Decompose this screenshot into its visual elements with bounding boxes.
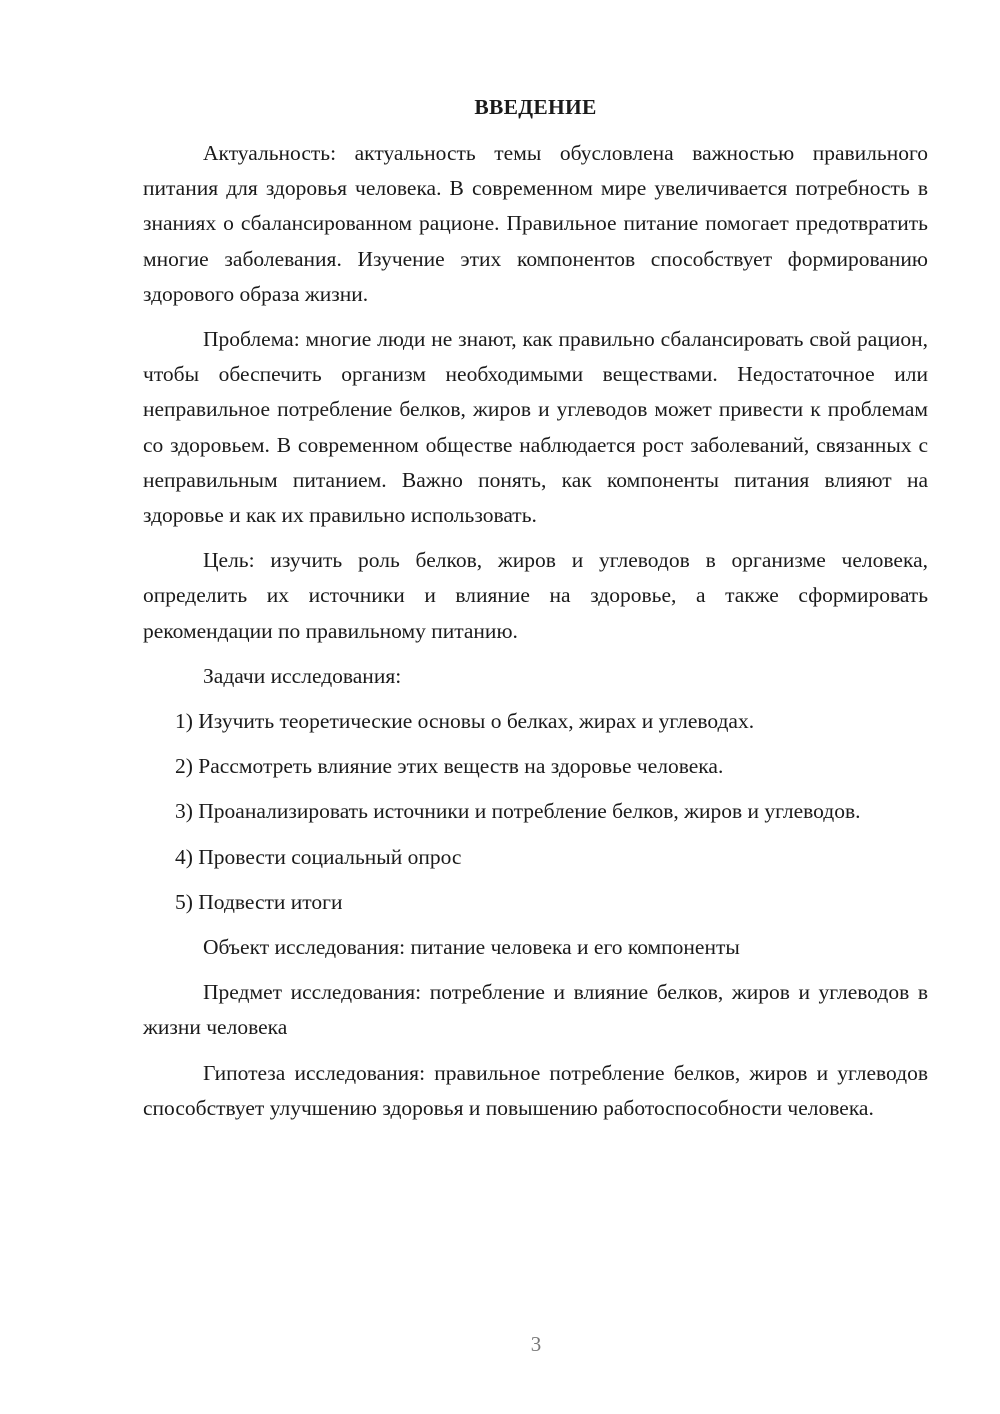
section-title: ВВЕДЕНИЕ (474, 95, 597, 119)
page-content (143, 90, 928, 1136)
relevance-paragraph: Актуальность: актуальность темы обусловлена важностью правильного питания для здоровья человека. В современном мире увеличивается потребность в знаниях о сбалансированном рационе. Правильное питание помогает предотвратить многие заболевания. Изучение этих компонентов способствует формированию здорового образа жизни. (143, 141, 928, 306)
task-item: 5) Подвести итоги (175, 889, 343, 914)
hypothesis-paragraph: Гипотеза исследования: правильное потребление белков, жиров и углеводов способствует улучшению здоровья и повышению работоспособности человека. (143, 1060, 928, 1120)
task-item: 4) Провести социальный опрос (175, 844, 462, 869)
task-item: 1) Изучить теоретические основы о белках, жирах и углеводах. (175, 709, 755, 734)
task-item: 3) Проанализировать источники и потребление белков, жиров и углеводов. (175, 799, 861, 824)
problem-paragraph: Проблема: многие люди не знают, как правильно сбалансировать свой рацион, чтобы обеспечить организм необходимыми веществами. Недостаточное или неправильное потребление белков, жиров и углеводов может привести к проблемам со здоровьем. В современном обществе наблюдается рост заболеваний, связанных с неправильным питанием. Важно понять, как компоненты питания влияют на здоровье и как их правильно использовать. (143, 327, 928, 528)
page-number: 3 (530, 1332, 542, 1356)
task-item: 2) Рассмотреть влияние этих веществ на здоровье человека. (175, 754, 724, 779)
subject-paragraph: Предмет исследования: потребление и влияние белков, жиров и углеводов в жизни человека (143, 980, 928, 1040)
tasks-heading: Задачи исследования: (203, 663, 402, 688)
tasks-list (143, 704, 928, 920)
object-paragraph: Объект исследования: питание человека и его компоненты (203, 935, 740, 960)
goal-paragraph: Цель: изучить роль белков, жиров и углеводов в организме человека, определить их источники и влияние на здоровье, а также сформировать рекомендации по правильному питанию. (143, 548, 928, 643)
